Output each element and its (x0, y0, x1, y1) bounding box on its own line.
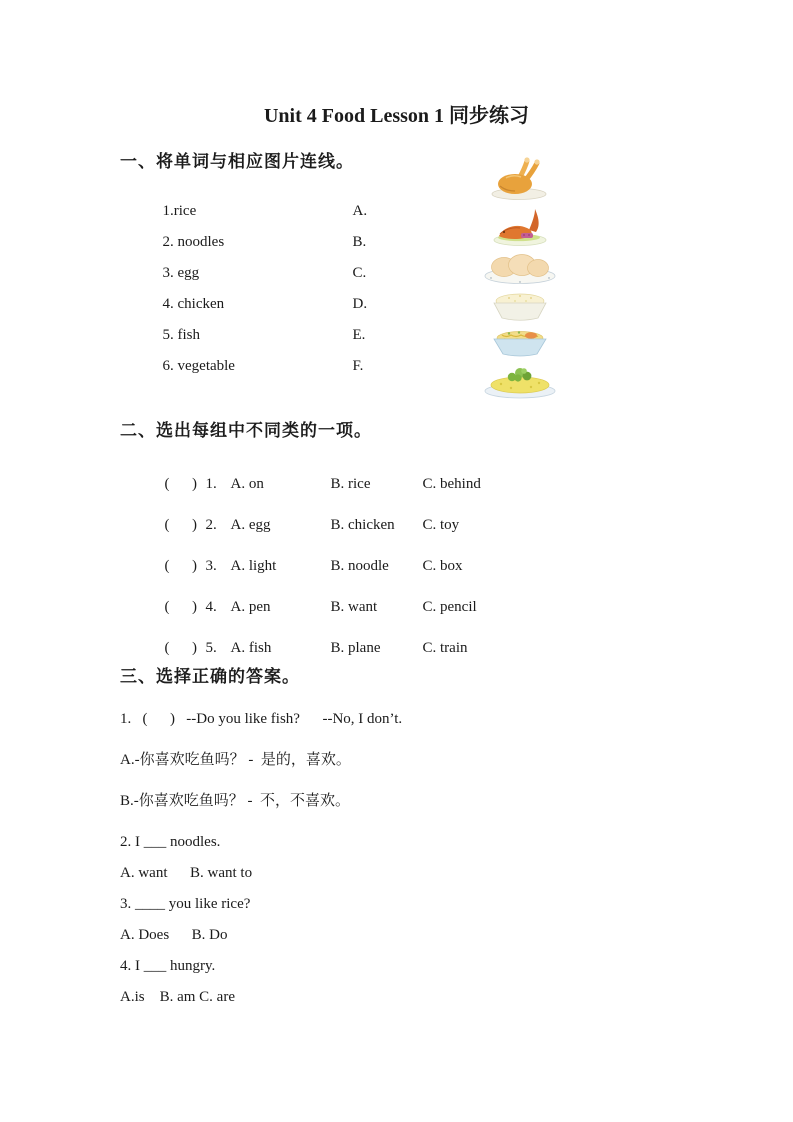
match-row (140, 280, 793, 311)
choose-answer-exercise (120, 711, 793, 1005)
option-c: C. box (422, 558, 463, 574)
eggs-image (483, 253, 557, 285)
odd-one-out-exercise (142, 460, 793, 656)
option-c: C. toy (422, 517, 460, 533)
option-b: B. plane (330, 640, 381, 656)
match-row (140, 249, 793, 280)
vegetable-dish-image (483, 361, 557, 399)
match-letter: D. (352, 296, 368, 312)
option-c: C. train (422, 640, 468, 656)
matching-exercise (140, 187, 793, 373)
section1-heading: 一、将单词与相应图片连线。 (120, 152, 354, 171)
odd-one-out-row (142, 624, 793, 656)
answer-blank: ( ) (164, 599, 197, 615)
answer-blank: ( ) (164, 640, 197, 656)
match-row (140, 218, 793, 249)
question-line: 1. ( ) --Do you like fish? --No, I don’t. (120, 711, 403, 727)
match-letter: C. (352, 265, 367, 281)
option-a: A. fish (230, 640, 272, 656)
option-b: B. chicken (330, 517, 395, 533)
question-line: 3. ____ you like rice? (120, 896, 251, 912)
roast-chicken-image (489, 155, 551, 201)
food-images-column (482, 155, 558, 399)
question-line: 4. I ___ hungry. (120, 958, 216, 974)
odd-one-out-row (142, 501, 793, 533)
option-c: C. behind (422, 476, 481, 492)
question-number: 2. (205, 517, 217, 533)
odd-one-out-row (142, 542, 793, 574)
option-line: A.-你喜欢吃鱼吗？ - 是的，喜欢。 (120, 752, 351, 768)
question-line: 2. I ___ noodles. (120, 834, 221, 850)
match-word: 6. vegetable (162, 358, 235, 374)
question-number: 4. (205, 599, 217, 615)
option-line: A.is B. am C. are (120, 989, 235, 1005)
section2-heading: 二、选出每组中不同类的一项。 (120, 421, 372, 440)
answer-blank: ( ) (164, 558, 197, 574)
question-number: 1. (205, 476, 217, 492)
match-letter: A. (352, 203, 368, 219)
match-word: 4. chicken (162, 296, 225, 312)
match-word: 5. fish (162, 327, 200, 343)
match-word: 2. noodles (162, 234, 225, 250)
cooked-fish-image (491, 203, 549, 247)
noodles-bowl-image (488, 327, 552, 361)
option-b: B. rice (330, 476, 371, 492)
answer-blank: ( ) (164, 476, 197, 492)
match-row (140, 187, 793, 218)
page-title: Unit 4 Food Lesson 1 同步练习 (263, 105, 530, 127)
question-number: 3. (205, 558, 217, 574)
option-a: A. light (230, 558, 277, 574)
match-row (140, 342, 793, 373)
option-b: B. noodle (330, 558, 389, 574)
question-number: 5. (205, 640, 217, 656)
match-row (140, 311, 793, 342)
option-a: A. on (230, 476, 264, 492)
match-word: 3. egg (162, 265, 200, 281)
rice-bowl-image (487, 289, 553, 325)
option-line: A. want B. want to (120, 865, 253, 881)
odd-one-out-row (142, 460, 793, 492)
section3-heading: 三、选择正确的答案。 (120, 667, 300, 686)
option-line: A. Does B. Do (120, 927, 228, 943)
option-b: B. want (330, 599, 378, 615)
answer-blank: ( ) (164, 517, 197, 533)
match-word: 1.rice (162, 203, 197, 219)
match-letter: F. (352, 358, 364, 374)
option-line: B.-你喜欢吃鱼吗？ - 不，不喜欢。 (120, 793, 350, 809)
odd-one-out-row (142, 583, 793, 615)
option-a: A. pen (230, 599, 271, 615)
match-letter: B. (352, 234, 367, 250)
option-a: A. egg (230, 517, 271, 533)
match-letter: E. (352, 327, 366, 343)
option-c: C. pencil (422, 599, 477, 615)
